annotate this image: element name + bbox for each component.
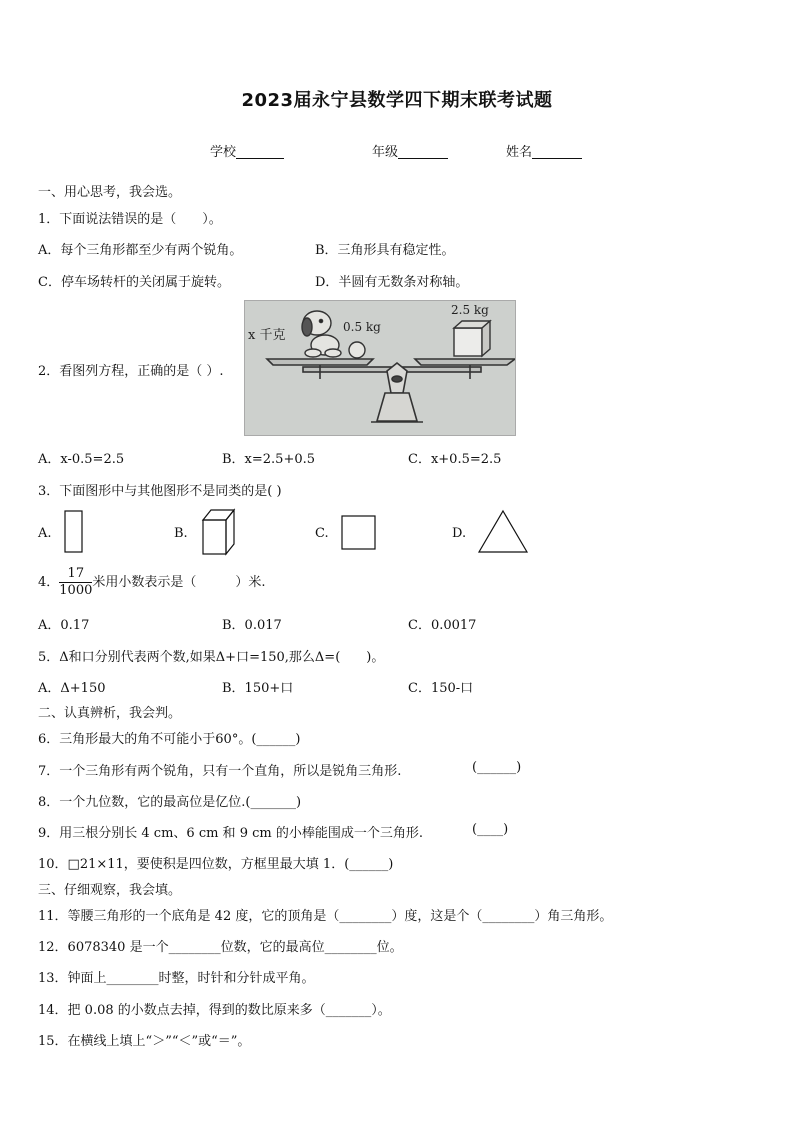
page-title: 2023届永宁县数学四下期末联考试题 [241, 90, 553, 111]
q2-text: 2．看图列方程，正确的是（ ）. [38, 364, 224, 379]
q5-option-b[interactable]: B．150+口 [222, 681, 294, 696]
q3-option-c[interactable]: C. [315, 526, 329, 541]
q6-text: 6．三角形最大的角不可能小于60°。(______) [38, 732, 301, 747]
q5-text: 5．Δ和口分别代表两个数,如果Δ+口=150,那么Δ=( )。 [38, 650, 385, 665]
triangle-shape-icon [477, 509, 529, 555]
name-label: 姓名 [506, 145, 533, 160]
name-field [506, 141, 582, 160]
grade-label: 年级 [372, 145, 399, 160]
q12-text: 12．6078340 是一个________位数，它的最高位________位。 [38, 940, 403, 955]
school-blank[interactable] [236, 144, 284, 159]
fraction-numerator: 17 [59, 566, 92, 583]
q2-option-c[interactable]: C．x+0.5=2.5 [408, 452, 502, 467]
section3-heading: 三、仔细观察，我会填。 [38, 883, 182, 898]
q1-text: 1．下面说法错误的是（ ）。 [38, 212, 222, 227]
q9-text: 9．用三根分别长 4 cm、6 cm 和 9 cm 的小棒能围成一个三角形. [38, 826, 423, 841]
grade-blank[interactable] [398, 144, 448, 159]
rectangle-shape-icon [64, 510, 84, 554]
q4-suffix: 米用小数表示是（ ）米. [92, 575, 266, 590]
fraction-denominator: 1000 [59, 583, 93, 598]
school-field [210, 141, 284, 160]
school-label: 学校 [210, 145, 237, 160]
q7-answer-blank[interactable]: (______) [472, 760, 522, 775]
q4-option-b[interactable]: B．0.017 [222, 618, 282, 633]
q4-line [38, 566, 266, 599]
q2-option-a[interactable]: A．x-0.5=2.5 [38, 452, 125, 467]
section1-heading: 一、用心思考，我会选。 [38, 185, 182, 200]
q13-text: 13．钟面上________时整，时针和分针成平角。 [38, 971, 315, 986]
balance-scale-figure [244, 300, 516, 436]
q4-option-c[interactable]: C．0.0017 [408, 618, 477, 633]
grade-field [372, 141, 448, 160]
ball-weight-label: 0.5 kg [343, 320, 381, 334]
fraction-17-over-1000 [59, 566, 92, 599]
q4-option-a[interactable]: A．0.17 [38, 618, 90, 633]
q7-text: 7．一个三角形有两个锐角，只有一个直角，所以是锐角三角形. [38, 764, 402, 779]
q1-option-a[interactable]: A．每个三角形都至少有两个锐角。 [38, 243, 243, 258]
section2-heading: 二、认真辨析，我会判。 [38, 706, 182, 721]
weight-box-icon [454, 321, 490, 356]
q3-option-a[interactable]: A. [38, 526, 52, 541]
x-kg-label: x 千克 [248, 328, 286, 343]
name-blank[interactable] [532, 144, 582, 159]
q3-text: 3．下面图形中与其他图形不是同类的是( ) [38, 484, 282, 499]
q14-text: 14．把 0.08 的小数点去掉，得到的数比原来多（_______）。 [38, 1003, 391, 1018]
q4-prefix: 4． [38, 575, 60, 590]
q11-text: 11．等腰三角形的一个底角是 42 度，它的顶角是（________）度，这是个（________）角三角形。 [38, 909, 613, 924]
q2-option-b[interactable]: B．x=2.5+0.5 [222, 452, 316, 467]
q3-option-b[interactable]: B. [174, 526, 188, 541]
box-weight-label: 2.5 kg [451, 303, 489, 317]
q1-option-b[interactable]: B．三角形具有稳定性。 [315, 243, 455, 258]
q8-text: 8．一个九位数，它的最高位是亿位.(_______) [38, 795, 302, 810]
cuboid-shape-icon [200, 507, 238, 557]
q10-text: 10．□21×11，要使积是四位数，方框里最大填 1．(______) [38, 857, 394, 872]
q5-option-c[interactable]: C．150-口 [408, 681, 474, 696]
q15-text: 15．在横线上填上“＞”“＜”或“＝”。 [38, 1034, 251, 1049]
q1-option-d[interactable]: D．半圆有无数条对称轴。 [315, 275, 469, 290]
q3-option-d[interactable]: D. [452, 526, 467, 541]
q5-option-a[interactable]: A．Δ+150 [38, 681, 106, 696]
q1-option-c[interactable]: C．停车场转杆的关闭属于旋转。 [38, 275, 230, 290]
ball-icon [349, 342, 365, 358]
square-shape-icon [340, 514, 378, 552]
q9-answer-blank[interactable]: (____) [472, 822, 509, 837]
balance-scale-image [245, 301, 515, 435]
